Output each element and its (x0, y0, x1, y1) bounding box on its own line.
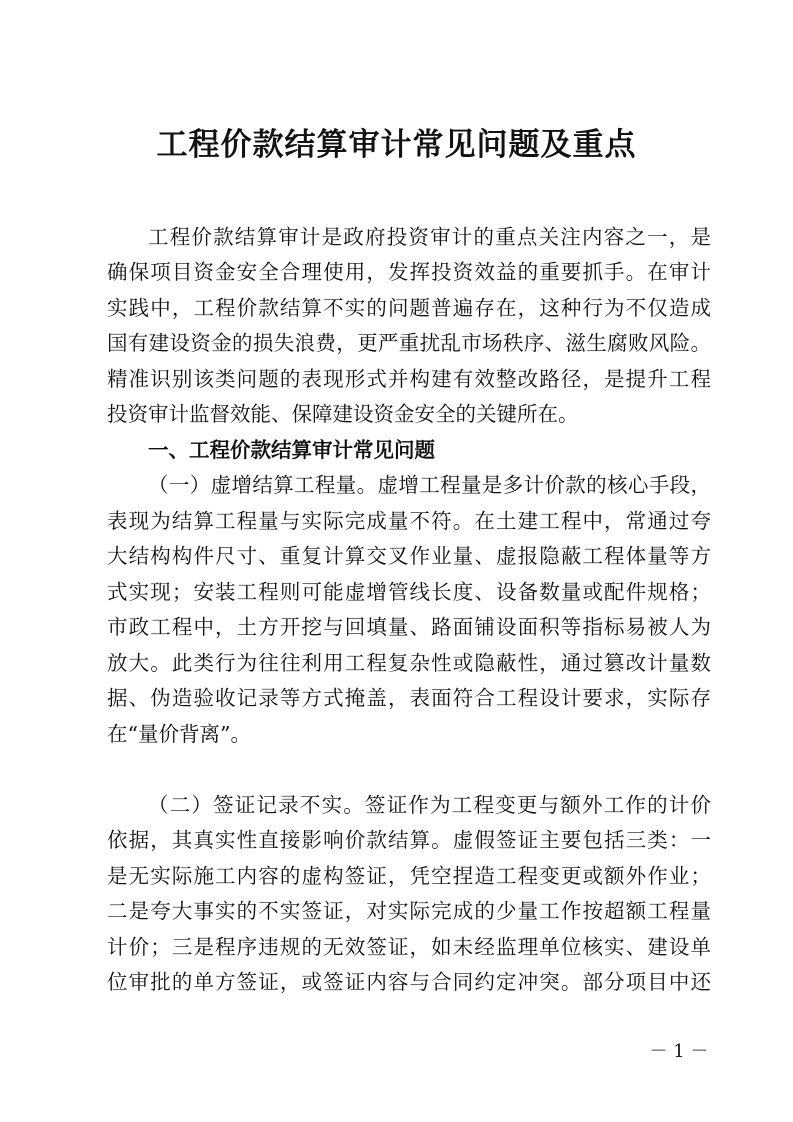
section-heading: 一、工程价款结算审计常见问题 (148, 438, 435, 462)
text-line: 精准识别该类问题的表现形式并构建有效整改路径，是提升工程 (107, 367, 711, 391)
text-line: 位审批的单方签证，或签证内容与合同约定冲突。部分项目中还 (107, 970, 711, 994)
text-line: 大结构构件尺寸、重复计算交叉作业量、虚报隐蔽工程体量等方 (107, 544, 711, 568)
text-line: 式实现；安装工程则可能虚增管线长度、设备数量或配件规格； (107, 580, 711, 604)
text-line: 国有建设资金的损失浪费，更严重扰乱市场秩序、滋生腐败风险。 (107, 331, 711, 355)
text-line: 投资审计监督效能、保障建设资金安全的关键所在。 (107, 402, 579, 426)
text-line: 计价；三是程序违规的无效签证，如未经监理单位核实、建设单 (107, 935, 711, 959)
text-line: 放大。此类行为往往利用工程复杂性或隐蔽性，通过篡改计量数 (107, 651, 711, 675)
document-title: 工程价款结算审计常见问题及重点 (156, 127, 637, 163)
page-number: － 1 － (649, 1041, 709, 1062)
text-line: 在“量价背离”。 (107, 722, 251, 746)
text-line: 表现为结算工程量与实际完成量不符。在土建工程中，常通过夸 (107, 509, 711, 533)
text-line: 确保项目资金安全合理使用，发挥投资效益的重要抓手。在审计 (107, 260, 711, 284)
text-line: （二）签证记录不实。签证作为工程变更与额外工作的计价 (148, 793, 711, 817)
text-line: 是无实际施工内容的虚构签证，凭空捏造工程变更或额外作业； (107, 864, 711, 888)
text-line: 据、伪造验收记录等方式掩盖，表面符合工程设计要求，实际存 (107, 686, 711, 710)
text-line: 依据，其真实性直接影响价款结算。虚假签证主要包括三类：一 (107, 828, 711, 852)
text-line: 市政工程中，土方开挖与回填量、路面铺设面积等指标易被人为 (107, 615, 711, 639)
text-line: （一）虚增结算工程量。虚增工程量是多计价款的核心手段， (148, 473, 711, 497)
text-line: 工程价款结算审计是政府投资审计的重点关注内容之一，是 (148, 225, 711, 249)
text-line: 二是夸大事实的不实签证，对实际完成的少量工作按超额工程量 (107, 899, 711, 923)
text-line: 实践中，工程价款结算不实的问题普遍存在，这种行为不仅造成 (107, 296, 711, 320)
